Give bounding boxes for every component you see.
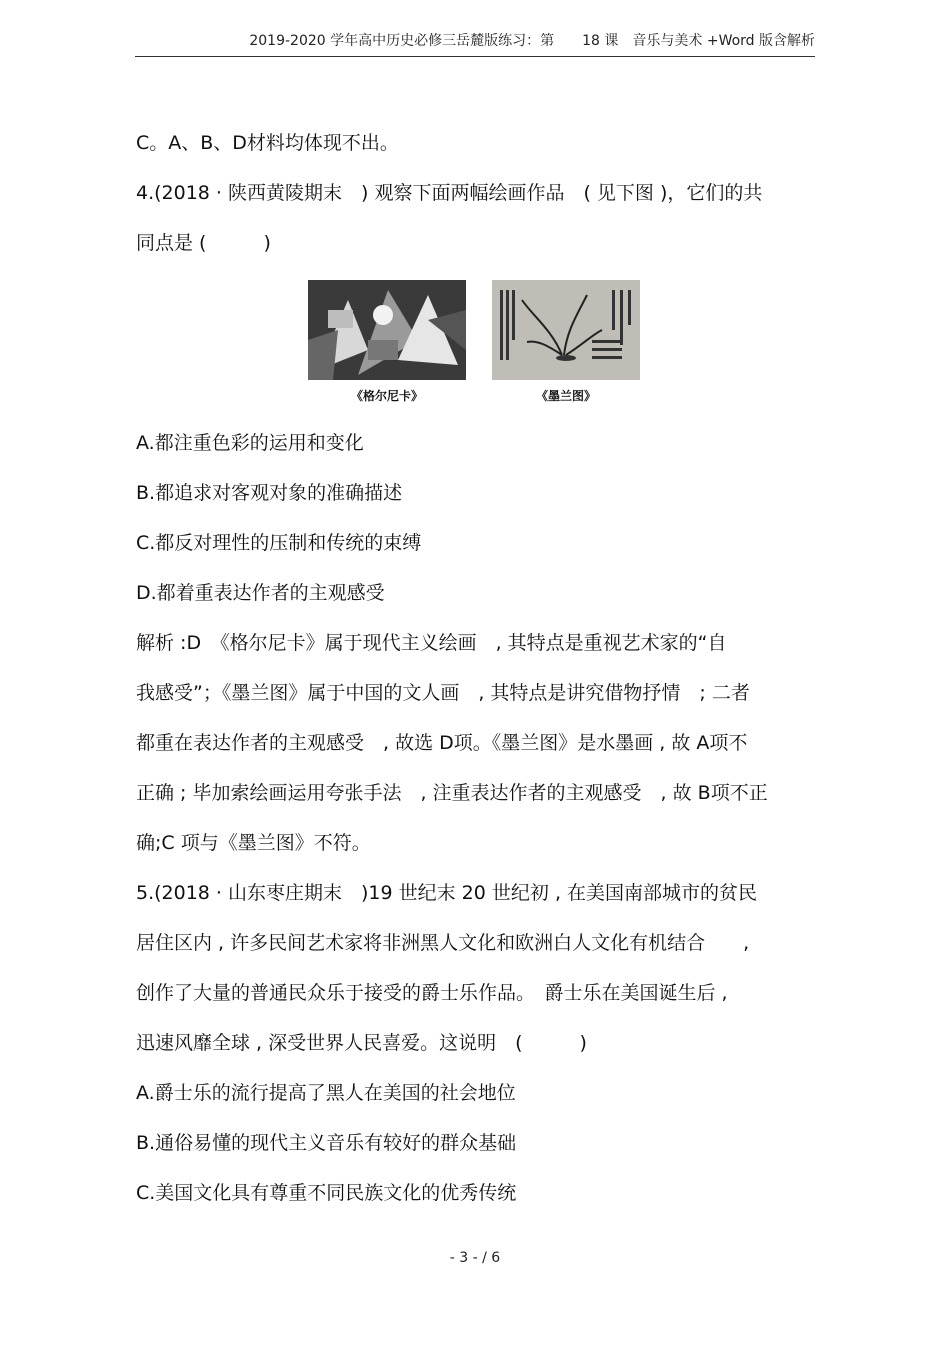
ink-orchid-image xyxy=(492,280,640,380)
question-5-stem: 创作了大量的普通民众乐于接受的爵士乐作品。 爵士乐在美国诞生后 , xyxy=(136,982,728,1004)
guernica-painting xyxy=(308,280,466,380)
analysis-line: 我感受”；《墨兰图》属于中国的文人画 , 其特点是讲究借物抒情 ; 二者 xyxy=(136,682,750,704)
page-number: - 3 - / 6 xyxy=(449,1250,501,1266)
option-c: C.都反对理性的压制和传统的束缚 xyxy=(136,532,422,554)
question-5-stem: 5.(2018 · 山东枣庄期末 )19 世纪末 20 世纪初 , 在美国南部城市的贫民 xyxy=(136,882,758,904)
question-4-stem: 4.(2018 · 陕西黄陵期末 ) 观察下面两幅绘画作品 ( 见下图 )，它们的共 xyxy=(136,182,763,204)
option-a: A.都注重色彩的运用和变化 xyxy=(136,432,364,454)
analysis-line: 解析 :D 《格尔尼卡》属于现代主义绘画 , 其特点是重视艺术家的“自 xyxy=(136,632,727,654)
analysis-line: 确;C 项与《墨兰图》不符。 xyxy=(136,832,371,854)
page-header: 2019-2020 学年高中历史必修三岳麓版练习：第 18 课 音乐与美术 +Word 版含解析 xyxy=(135,30,815,57)
ink-orchid-painting xyxy=(492,280,640,380)
option-b: B.通俗易懂的现代主义音乐有较好的群众基础 xyxy=(136,1132,517,1154)
analysis-line: 正确 ; 毕加索绘画运用夸张手法 , 注重表达作者的主观感受 , 故 B项不正 xyxy=(136,782,768,804)
option-b: B.都追求对客观对象的准确描述 xyxy=(136,482,403,504)
ink-orchid-caption: 《墨兰图》 xyxy=(535,389,596,403)
question-4-stem: 同点是 ( ) xyxy=(136,232,271,254)
guernica-caption: 《格尔尼卡》 xyxy=(350,389,423,403)
option-a: A.爵士乐的流行提高了黑人在美国的社会地位 xyxy=(136,1082,516,1104)
analysis-line: 都重在表达作者的主观感受 , 故选 D项。《墨兰图》是水墨画 , 故 A项不 xyxy=(136,732,748,754)
question-5-stem: 居住区内 , 许多民间艺术家将非洲黑人文化和欧洲白人文化有机结合 , xyxy=(136,932,750,954)
guernica-image xyxy=(308,280,466,380)
option-c: C.美国文化具有尊重不同民族文化的优秀传统 xyxy=(136,1182,517,1204)
option-d: D.都着重表达作者的主观感受 xyxy=(136,582,385,604)
text-line: C。A、B、D材料均体现不出。 xyxy=(136,132,399,154)
question-5-stem: 迅速风靡全球 , 深受世界人民喜爱。这说明 ( ) xyxy=(136,1032,587,1054)
